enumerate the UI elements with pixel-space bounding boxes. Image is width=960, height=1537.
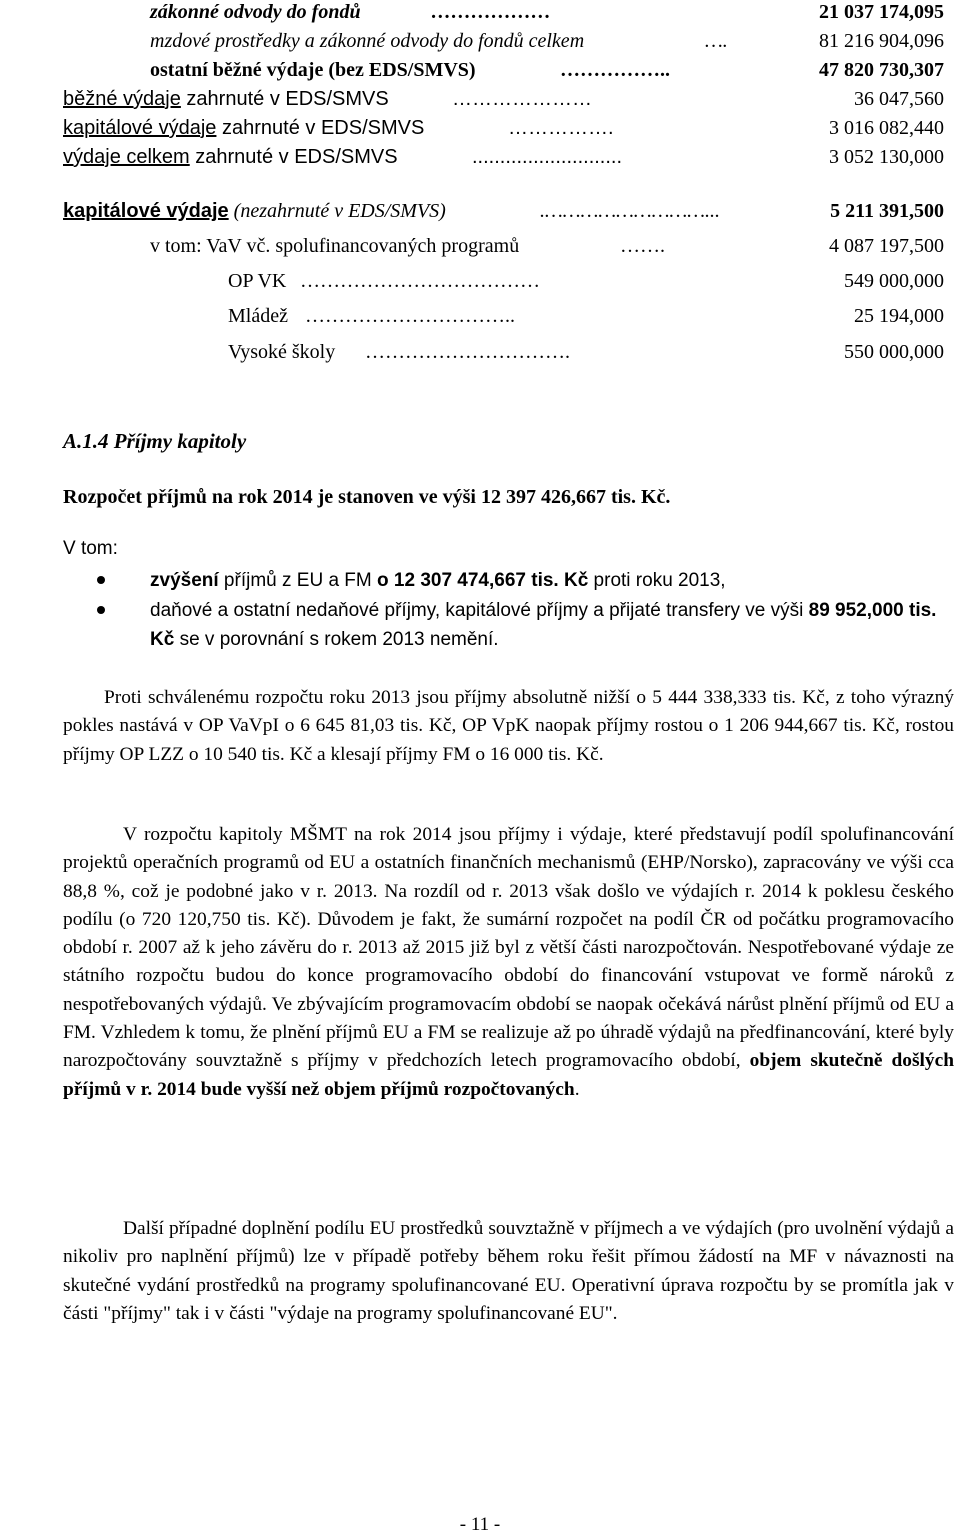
- row-op-vk: [0, 266, 960, 296]
- paragraph-text: V rozpočtu kapitoly MŠMT na rok 2014 jsou příjmy i výdaje, které představují podíl spolufinancování projektů operačních programů od EU a ostatních finančních mechanismů (EHP/Norsko), zapracovány ve výši cca 88,8 %, což je podobné jako v r. 2013. Na rozdíl od r. 2013 však došlo ve výdajích r. 2014 k poklesu českého podílu (o 720 120,750 tis. Kč). Důvodem je fakt, že sumární rozpočet na podíl ČR od počátku programovacího období r. 2007 až k jeho závěru do r. 2013 až 2015 již byl z větší části narozpočtován. Nespotřebované výdaje ze státního rozpočtu budou do konce programovacího období do financování vstupovat ve formě nároků z nespotřebovaných výdajů. Ve zbývajícím programovacím období se naopak očekává nárůst plnění příjmů od EU a FM. Vzhledem k tomu, že plnění příjmů EU a FM se realizuje až po úhradě výdajů na předfinancování, které byly narozpočtovány souvztažně s příjmy v předchozích letech programovacího období,: [63, 824, 954, 1072]
- row-label: mzdové prostředky a zákonné odvody do fondů celkem: [150, 30, 585, 52]
- paragraph-end: .: [574, 1078, 580, 1100]
- row-kapitalove-vydaje-eds: [0, 113, 960, 143]
- row-bezne-vydaje-eds: [0, 84, 960, 114]
- bullet-bold: o 12 307 474,667 tis. Kč: [377, 570, 589, 591]
- row-dots: ….: [705, 30, 728, 52]
- row-label: v tom: VaV vč. spolufinancovaných programů: [150, 235, 520, 257]
- row-label-key: běžné výdaje: [63, 88, 181, 110]
- row-value: 21 037 174,095: [819, 1, 944, 23]
- row-label-key: kapitálové výdaje: [63, 117, 217, 139]
- bullet-dot: [97, 576, 105, 584]
- row-dots: ……………..: [560, 59, 670, 81]
- budget-total-line: Rozpočet příjmů na rok 2014 je stanoven ve výši 12 397 426,667 tis. Kč.: [63, 486, 671, 508]
- bullet-bold: zvýšení: [150, 570, 219, 591]
- row-value: 549 000,000: [844, 270, 944, 292]
- row-label: Mládež: [228, 305, 288, 327]
- row-vav: [0, 231, 960, 261]
- row-dots: ………………………….: [365, 341, 570, 363]
- row-value: 81 216 904,096: [819, 30, 944, 52]
- row-value: 25 194,000: [854, 305, 944, 327]
- bullet-item: [150, 596, 950, 654]
- row-dots: .………………………...: [540, 200, 721, 222]
- paragraph-bold: objem skutečně došlých příjmů v r. 2014 bude vyšší než objem příjmů rozpočtovaných: [63, 1050, 954, 1100]
- row-mzdove-prostredky: [0, 26, 960, 56]
- bullet-text: příjmů z EU a FM: [218, 570, 378, 591]
- v-tom-label: V tom:: [63, 538, 118, 559]
- row-mladez: [0, 301, 960, 331]
- paragraph-dalsi-pripadne: Další případné doplnění podílu EU prostředků souvztažně v příjmech a ve výdajích (pro uvolnění výdajů a nikoliv pro naplnění příjmů) lze v případě potřeby během roku řešit přímou žádostí na MF v návaznosti na skutečné vydání prostředků na programy spolufinancované EU. Operativní úprava rozpočtu by se promítla jak v části "příjmy" tak i v části "výdaje na programy spolufinancované EU".: [63, 1218, 954, 1324]
- row-value: 3 052 130,000: [829, 146, 944, 168]
- row-dots: …………….: [508, 117, 614, 139]
- bullet-text: daňové a ostatní nedaňové příjmy, kapitálové příjmy a přijaté transfery ve výši: [150, 600, 809, 621]
- row-dots: …………………: [452, 88, 592, 110]
- row-dots: ………………………………: [300, 270, 540, 292]
- row-label-key: výdaje celkem: [63, 146, 190, 168]
- row-value: 5 211 391,500: [830, 200, 944, 222]
- row-zakonne-odvody: [0, 0, 960, 27]
- row-label-rest: (nezahrnuté v EDS/SMVS): [228, 200, 446, 222]
- paragraph-v-rozpoctu: [63, 821, 954, 1104]
- row-label: zákonné odvody do fondů: [150, 1, 361, 23]
- row-label: Vysoké školy: [228, 341, 336, 363]
- bullet-text: proti roku 2013,: [588, 570, 726, 591]
- row-kapitalove-nezahrnute: [0, 196, 960, 226]
- row-dots: ………………: [431, 1, 551, 23]
- row-label-rest: zahrnuté v EDS/SMVS: [216, 117, 425, 139]
- row-value: 3 016 082,440: [829, 117, 944, 139]
- row-label: OP VK: [228, 270, 287, 292]
- paragraph-proti-schvalenemu: Proti schválenému rozpočtu roku 2013 jsou příjmy absolutně nižší o 5 444 338,333 tis. Kč, z toho výrazný pokles nastává v OP VaVpI o 6 645 81,03 tis. Kč, OP VpK naopak příjmy rostou o 1 206 944,667 tis. Kč, rostou příjmy OP LZZ o 10 540 tis. Kč a klesají příjmy FM o 16 000 tis. Kč.: [63, 687, 954, 765]
- row-value: 36 047,560: [854, 88, 944, 110]
- row-value: 4 087 197,500: [829, 235, 944, 257]
- row-value: 550 000,000: [844, 341, 944, 363]
- bullet-text: se v porovnání s rokem 2013 nemění.: [174, 629, 499, 650]
- page-number: - 11 -: [459, 1514, 501, 1535]
- row-ostatni-bezne: [0, 55, 960, 85]
- row-dots: …………………………..: [305, 305, 515, 327]
- row-vydaje-celkem-eds: [0, 142, 960, 172]
- bullet-item: [150, 566, 950, 595]
- row-dots: ...........................: [472, 146, 623, 168]
- row-label-key: kapitálové výdaje: [63, 200, 229, 222]
- row-label-rest: zahrnuté v EDS/SMVS: [180, 88, 389, 110]
- bullet-dot: [97, 606, 105, 614]
- bullet-bold: 89 952,000 tis. Kč: [150, 600, 937, 650]
- row-vysoke-skoly: [0, 337, 960, 367]
- row-label: ostatní běžné výdaje (bez EDS/SMVS): [150, 59, 476, 81]
- row-label-rest: zahrnuté v EDS/SMVS: [189, 146, 398, 168]
- section-heading: A.1.4 Příjmy kapitoly: [63, 429, 247, 453]
- row-value: 47 820 730,307: [819, 59, 944, 81]
- row-dots: …….: [620, 235, 665, 257]
